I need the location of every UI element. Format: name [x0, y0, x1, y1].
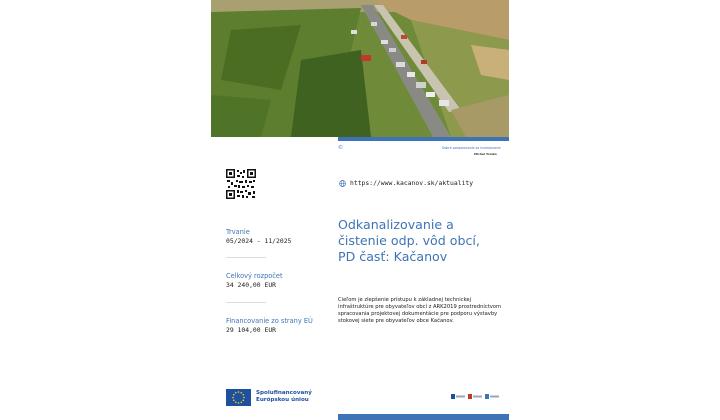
partner-logo-icon: [485, 394, 499, 399]
partner-logo-icon: [468, 394, 482, 399]
aerial-village-photo: [211, 0, 509, 137]
partner-logo-icon: [451, 394, 465, 399]
project-poster: [211, 0, 509, 420]
project-description: Cieľom je zlepšenie prístupu k základnej technickej infraštruktúre pre obyvateľov obcí z ARK2019 prostredníctvom spracovania projektovej dokumentácie pre podporu výstavby stokovej siete pre obyvateľov obce Kačanov.: [338, 297, 502, 324]
eu-flag-icon: [226, 389, 251, 406]
budget-value: 34 240,00 EUR: [226, 281, 277, 289]
duration-value: 05/2024 - 11/2025: [226, 237, 292, 245]
partner-logos: [451, 394, 499, 399]
qr-code-icon[interactable]: [226, 169, 256, 199]
bottom-accent-bar: [338, 414, 509, 420]
budget-block: [226, 272, 283, 289]
divider: [226, 257, 266, 258]
eu-funding-value: 29 104,00 EUR: [226, 326, 277, 334]
duration-label: Trvanie: [226, 228, 250, 236]
photo-author: Michal Tomko: [474, 152, 497, 156]
duration-block: [226, 228, 291, 245]
eu-funding-label: Financovanie zo strany EÚ: [226, 317, 313, 325]
website-url[interactable]: https://www.kacanov.sk/aktuality: [350, 179, 474, 187]
website-link[interactable]: [339, 179, 473, 187]
eu-cofunded-label: Spolufinancovaný Európskou úniou: [256, 390, 312, 404]
eu-funding-block: [226, 317, 313, 334]
budget-label: Celkový rozpočet: [226, 272, 283, 280]
photo-caption: Dobrá podporovanie sa investovanie: [442, 146, 501, 150]
globe-icon: [339, 180, 346, 187]
project-title: Odkanalizovanie a čistenie odp. vôd obcí, PD časť: Kačanov: [338, 217, 480, 264]
divider: [226, 302, 266, 303]
copyright-icon: ©: [338, 145, 343, 151]
